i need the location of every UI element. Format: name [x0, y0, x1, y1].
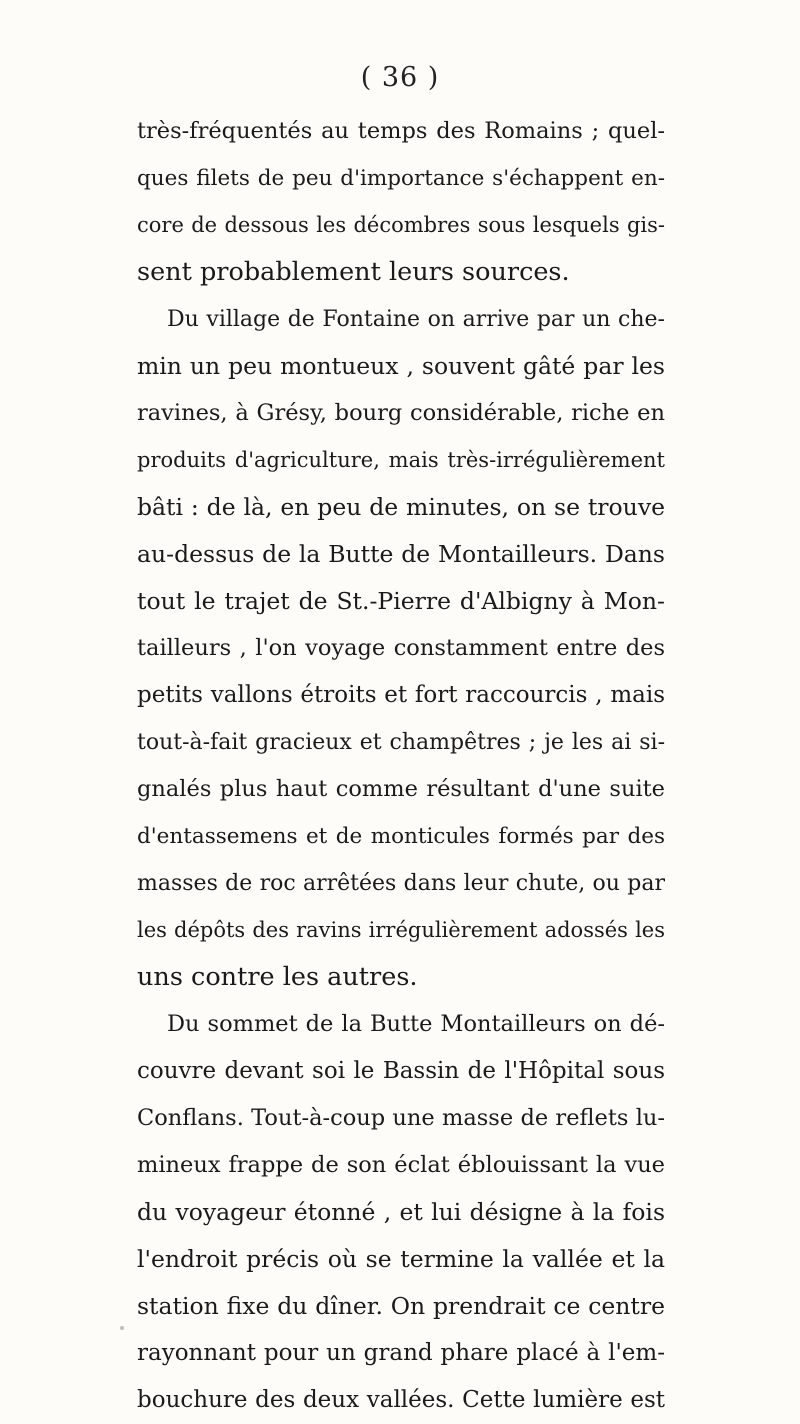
text-line: du voyageur étonné , et lui désigne à la fois [137, 1198, 665, 1226]
body-text [137, 108, 665, 1424]
paragraph-start-line: Du sommet de la Butte Montailleurs on dé- [167, 1011, 665, 1037]
text-line: ques filets de peu d'importance s'échappent en- [137, 166, 665, 191]
text-line: sent probablement leurs sources. [137, 257, 570, 287]
text-line: au-dessus de la Butte de Montailleurs. Dans [137, 540, 665, 568]
text-line: Conflans. Tout-à-coup une masse de reflets lu- [137, 1105, 665, 1131]
text-line: produits d'agriculture, mais très-irrégulièrement [137, 448, 665, 472]
text-line: d'entassemens et de monticules formés par des [137, 824, 665, 849]
paper-stain [120, 1326, 124, 1330]
text-line: petits vallons étroits et fort raccourcis , mais [137, 682, 665, 708]
text-line: rayonnant pour un grand phare placé à l'em- [137, 1340, 665, 1366]
page-number: ( 36 ) [360, 62, 440, 93]
text-line: masses de roc arrêtées dans leur chute, ou par [137, 871, 665, 896]
text-line: core de dessous les décombres sous lesquels gis- [137, 213, 665, 237]
text-line: tout-à-fait gracieux et champêtres ; je les ai si- [137, 730, 665, 755]
text-line: tout le trajet de St.-Pierre d'Albigny à Mon- [137, 587, 665, 615]
text-line: couvre devant soi le Bassin de l'Hôpital sous [137, 1058, 665, 1084]
paragraph-start-line: Du village de Fontaine on arrive par un che- [167, 307, 665, 332]
text-line: mineux frappe de son éclat éblouissant la vue [137, 1152, 665, 1178]
text-line: les dépôts des ravins irrégulièrement adossés les [137, 918, 665, 942]
text-line: ravines, à Grésy, bourg considérable, riche en [137, 400, 665, 426]
text-line: bouchure des deux vallées. Cette lumière est [137, 1387, 665, 1413]
text-line: bâti : de là, en peu de minutes, on se trouve [137, 493, 665, 521]
text-line: station fixe du dîner. On prendrait ce centre [137, 1292, 665, 1320]
text-line: min un peu montueux , souvent gâté par les [137, 352, 665, 380]
text-line: uns contre les autres. [137, 962, 418, 992]
text-line: très-fréquentés au temps des Romains ; quel- [137, 118, 665, 144]
text-line: gnalés plus haut comme résultant d'une suite [137, 776, 665, 802]
text-line: l'endroit précis où se termine la vallée et la [137, 1245, 665, 1273]
text-line: tailleurs , l'on voyage constamment entre des [137, 635, 665, 661]
